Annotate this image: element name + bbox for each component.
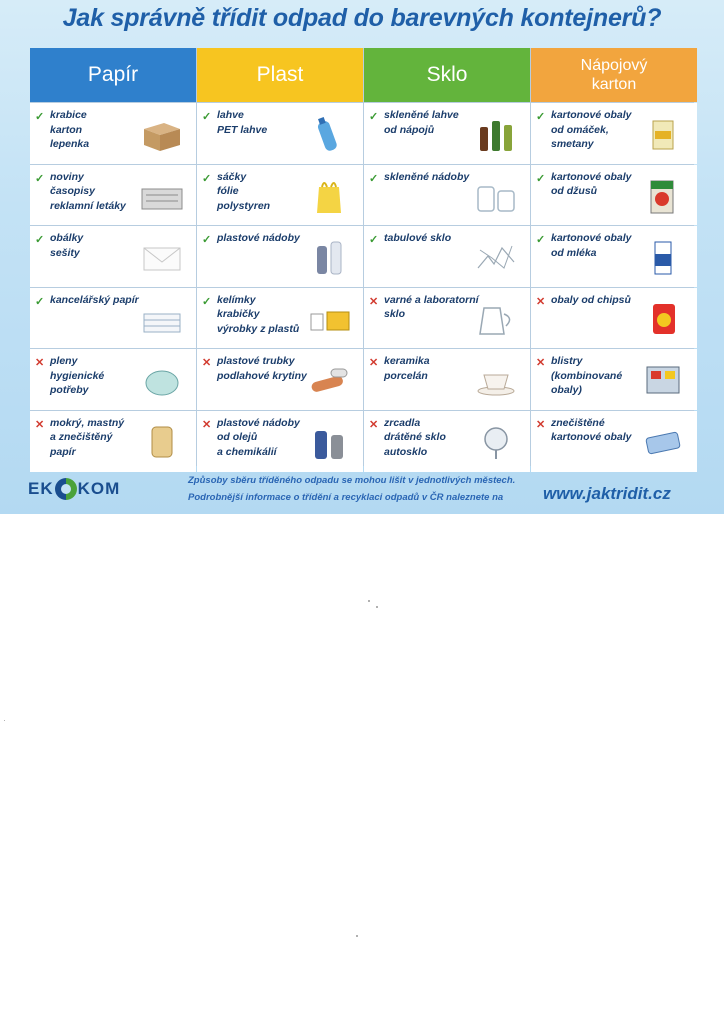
cell-text: pleny hygienické potřeby (50, 355, 105, 397)
check-icon: ✓ (202, 234, 212, 247)
cell-text: obálky sešity (50, 232, 84, 259)
table-cell (30, 103, 196, 164)
table-cell (197, 349, 363, 410)
check-icon: ✓ (202, 172, 212, 185)
cardboard-box-icon (140, 115, 184, 153)
scan-speck (368, 600, 370, 602)
cup-saucer-icon (474, 361, 518, 399)
pipes-icon (307, 361, 351, 399)
diapers-icon (140, 361, 184, 399)
pet-bottle-icon (307, 115, 351, 153)
table-cell (364, 288, 530, 349)
cross-icon: ✕ (35, 357, 45, 370)
broken-glass-icon (474, 238, 518, 276)
scan-speck (4, 720, 5, 721)
cell-text: blistry (kombinované obaly) (551, 355, 623, 397)
cell-text: varné a laboratorní sklo (384, 293, 479, 321)
check-icon: ✓ (536, 111, 546, 123)
cell-text: skleněné lahve od nápojů (384, 109, 459, 136)
check-icon: ✓ (536, 172, 546, 185)
envelope-icon (140, 238, 184, 276)
table-cell (531, 349, 697, 410)
cross-icon: ✕ (202, 418, 212, 431)
cell-text: skleněné nádoby (384, 170, 470, 183)
check-icon: ✓ (202, 111, 212, 123)
plastic-bag-icon (307, 177, 351, 215)
table-cell (30, 288, 196, 349)
table-cell (364, 165, 530, 226)
milk-carton-icon (641, 238, 685, 276)
logo-text-left: EK (28, 479, 54, 498)
table-cell (531, 288, 697, 349)
page-title: Jak správně třídit odpad do barevných kontejnerů? (62, 4, 662, 32)
column-header: Nápojový karton (531, 48, 697, 102)
column-header: Sklo (364, 48, 530, 102)
mirror-icon (474, 423, 518, 461)
footer-note-2: Podrobnější informace o třídění a recyklaci odpadů v ČR naleznete na (188, 492, 504, 503)
newspapers-icon (140, 177, 184, 215)
cell-text: noviny časopisy reklamní letáky (50, 170, 126, 212)
greasy-paper-icon (140, 423, 184, 461)
cell-text: plastové trubky podlahové krytiny (217, 355, 307, 382)
cell-text: znečištěné kartonové obaly (551, 416, 632, 444)
sorting-table (30, 48, 694, 466)
table-cell (531, 226, 697, 287)
cell-text: lahve PET lahve (217, 109, 268, 136)
table-cell (197, 411, 363, 472)
table-cell (197, 226, 363, 287)
table-cell (531, 411, 697, 472)
ekokom-logo (28, 478, 120, 500)
table-cell (197, 165, 363, 226)
cell-text: keramika porcelán (384, 355, 430, 382)
table-cell (197, 288, 363, 349)
cell-text: tabulové sklo (384, 232, 452, 245)
cell-text: sáčky fólie polystyren (217, 170, 271, 212)
cell-text: mokrý, mastný a znečištěný papír (50, 416, 125, 458)
plastic-cups-icon (307, 300, 351, 338)
cell-text: zrcadla drátěné sklo autosklo (384, 416, 446, 458)
website-link[interactable]: www.jaktridit.cz (543, 484, 671, 503)
chips-bag-icon (641, 300, 685, 338)
cross-icon: ✕ (536, 418, 546, 431)
table-cell (30, 349, 196, 410)
cell-text: kartonové obaly od džusů (551, 170, 632, 198)
glass-bottles-icon (474, 115, 518, 153)
cell-text: krabice karton lepenka (50, 109, 90, 150)
cross-icon: ✕ (202, 357, 212, 370)
cell-text: kartonové obaly od omáček, smetany (551, 109, 632, 150)
table-cell (531, 103, 697, 164)
cell-text: plastové nádoby od olejů a chemikálií (217, 416, 300, 458)
check-icon: ✓ (536, 234, 546, 247)
table-cell (364, 103, 530, 164)
recycle-arrows-icon (55, 478, 77, 500)
check-icon: ✓ (369, 172, 379, 185)
table-cell (364, 349, 530, 410)
oil-bottles-icon (307, 423, 351, 461)
cross-icon: ✕ (369, 357, 379, 370)
table-cell (531, 165, 697, 226)
check-icon: ✓ (369, 234, 379, 247)
column-header: Plast (197, 48, 363, 102)
glass-jars-icon (474, 177, 518, 215)
cell-text: plastové nádoby (217, 232, 300, 245)
carton-small-icon (641, 115, 685, 153)
check-icon: ✓ (35, 234, 45, 247)
dirty-carton-icon (641, 423, 685, 461)
table-cell (30, 165, 196, 226)
table-cell (364, 226, 530, 287)
table-cell (197, 103, 363, 164)
check-icon: ✓ (202, 295, 212, 308)
cell-text: kelímky krabičky výrobky z plastů (217, 293, 300, 335)
cross-icon: ✕ (369, 295, 379, 308)
check-icon: ✓ (369, 111, 379, 123)
cross-icon: ✕ (536, 357, 546, 370)
check-icon: ✓ (35, 172, 45, 185)
cross-icon: ✕ (35, 418, 45, 431)
table-cell (30, 411, 196, 472)
check-icon: ✓ (35, 295, 45, 308)
footer-note-1: Způsoby sběru tříděného odpadu se mohou lišit v jednotlivých městech. (188, 475, 516, 486)
table-cell (364, 411, 530, 472)
blister-pack-icon (641, 361, 685, 399)
scan-speck (356, 935, 358, 937)
scan-speck (376, 606, 378, 608)
cell-text: kartonové obaly od mléka (551, 232, 632, 259)
check-icon: ✓ (35, 111, 45, 123)
cross-icon: ✕ (536, 295, 546, 308)
cell-text: obaly od chipsů (551, 293, 631, 306)
juice-carton-icon (641, 177, 685, 215)
plastic-containers-icon (307, 238, 351, 276)
cell-text: kancelářský papír (50, 293, 139, 306)
table-cell (30, 226, 196, 287)
column-header: Papír (30, 48, 196, 102)
lab-glass-icon (474, 300, 518, 338)
cross-icon: ✕ (369, 418, 379, 431)
paper-stack-icon (140, 300, 184, 338)
logo-text-right: KOM (77, 479, 121, 498)
